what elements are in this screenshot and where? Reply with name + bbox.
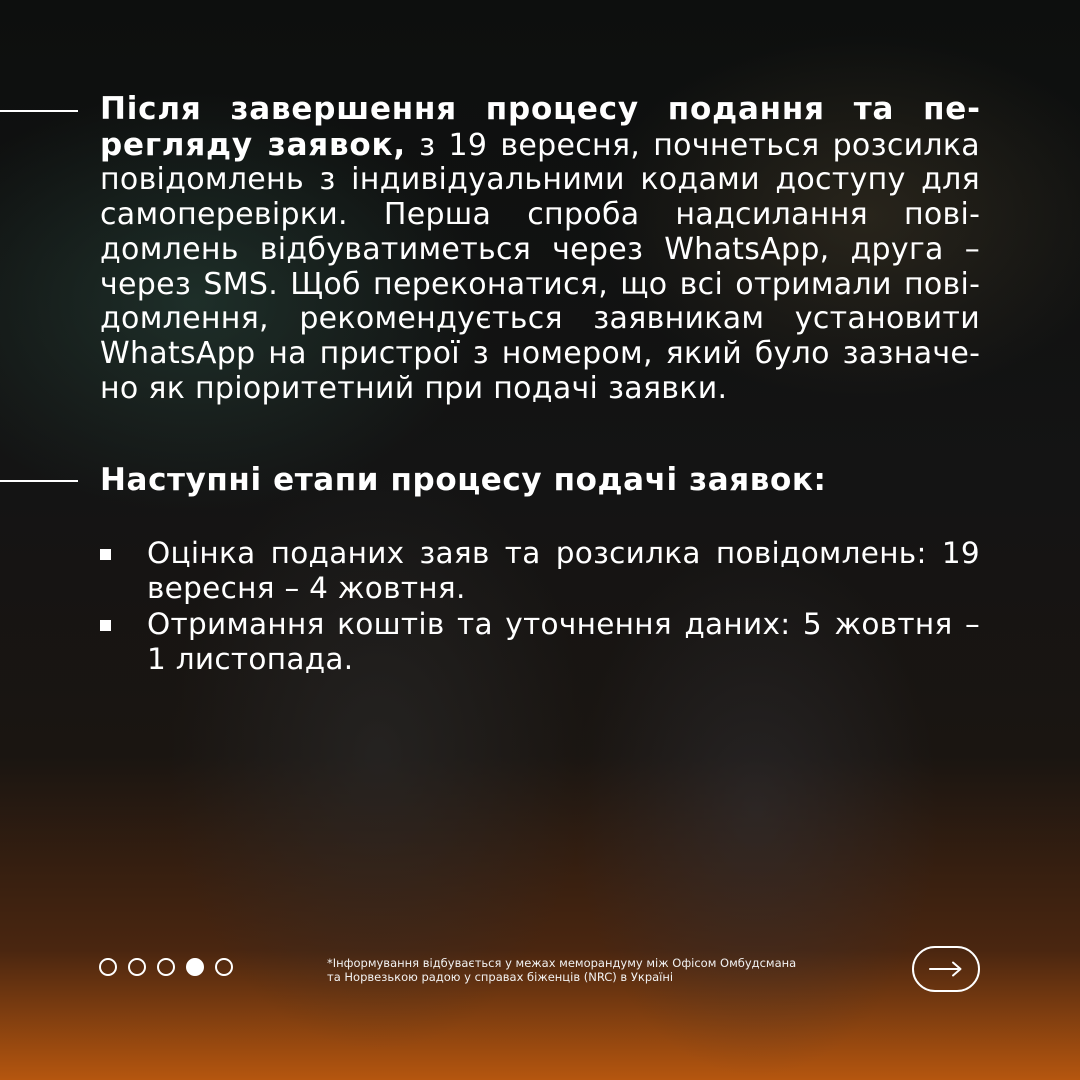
list-item [100,536,980,606]
square-bullet-icon [100,620,111,631]
divider-line [0,110,78,112]
intro-body: з 19 вересня, почнеться розсилка повідомлень з індивідуальними кодами доступу для самоперевірки. Перша спроба надсилання повідомлень відбуватиметься через WhatsApp, друга – через SMS. Щоб переконатися, що всі отримали повідомлення, рекомендується заявникам установити WhatsApp на пристрої з номером, який було зазначено як пріоритетний при подачі заявки. [100,127,980,406]
divider-line [0,480,78,482]
step-text: Отримання коштів та уточнення даних: 5 жовтня – 1 листопада. [147,607,980,676]
next-button[interactable] [912,946,980,992]
arrow-right-icon [929,961,963,977]
page-dot[interactable] [157,958,175,976]
page-dot[interactable] [128,958,146,976]
footnote-line: та Норвезькою радою у справах біженців (NRC) в Україні [327,970,674,984]
footnote-line: *Інформування відбувається у межах меморандуму між Офісом Омбудсмана [327,956,797,970]
intro-lead: Після завершення процесу подання та перегляду заявок, [100,91,980,163]
page-dot-active[interactable] [186,958,204,976]
list-item [100,607,980,677]
intro-paragraph [100,92,980,406]
page-dot[interactable] [215,958,233,976]
steps-list [100,536,980,678]
step-text: Оцінка поданих заяв та розсилка повідомлень: 19 вересня – 4 жовтня. [147,536,980,605]
square-bullet-icon [100,549,111,560]
pagination-dots [99,958,233,976]
page-dot[interactable] [99,958,117,976]
footnote [327,956,887,984]
steps-heading: Наступні етапи процесу подачі заявок: [100,462,827,498]
